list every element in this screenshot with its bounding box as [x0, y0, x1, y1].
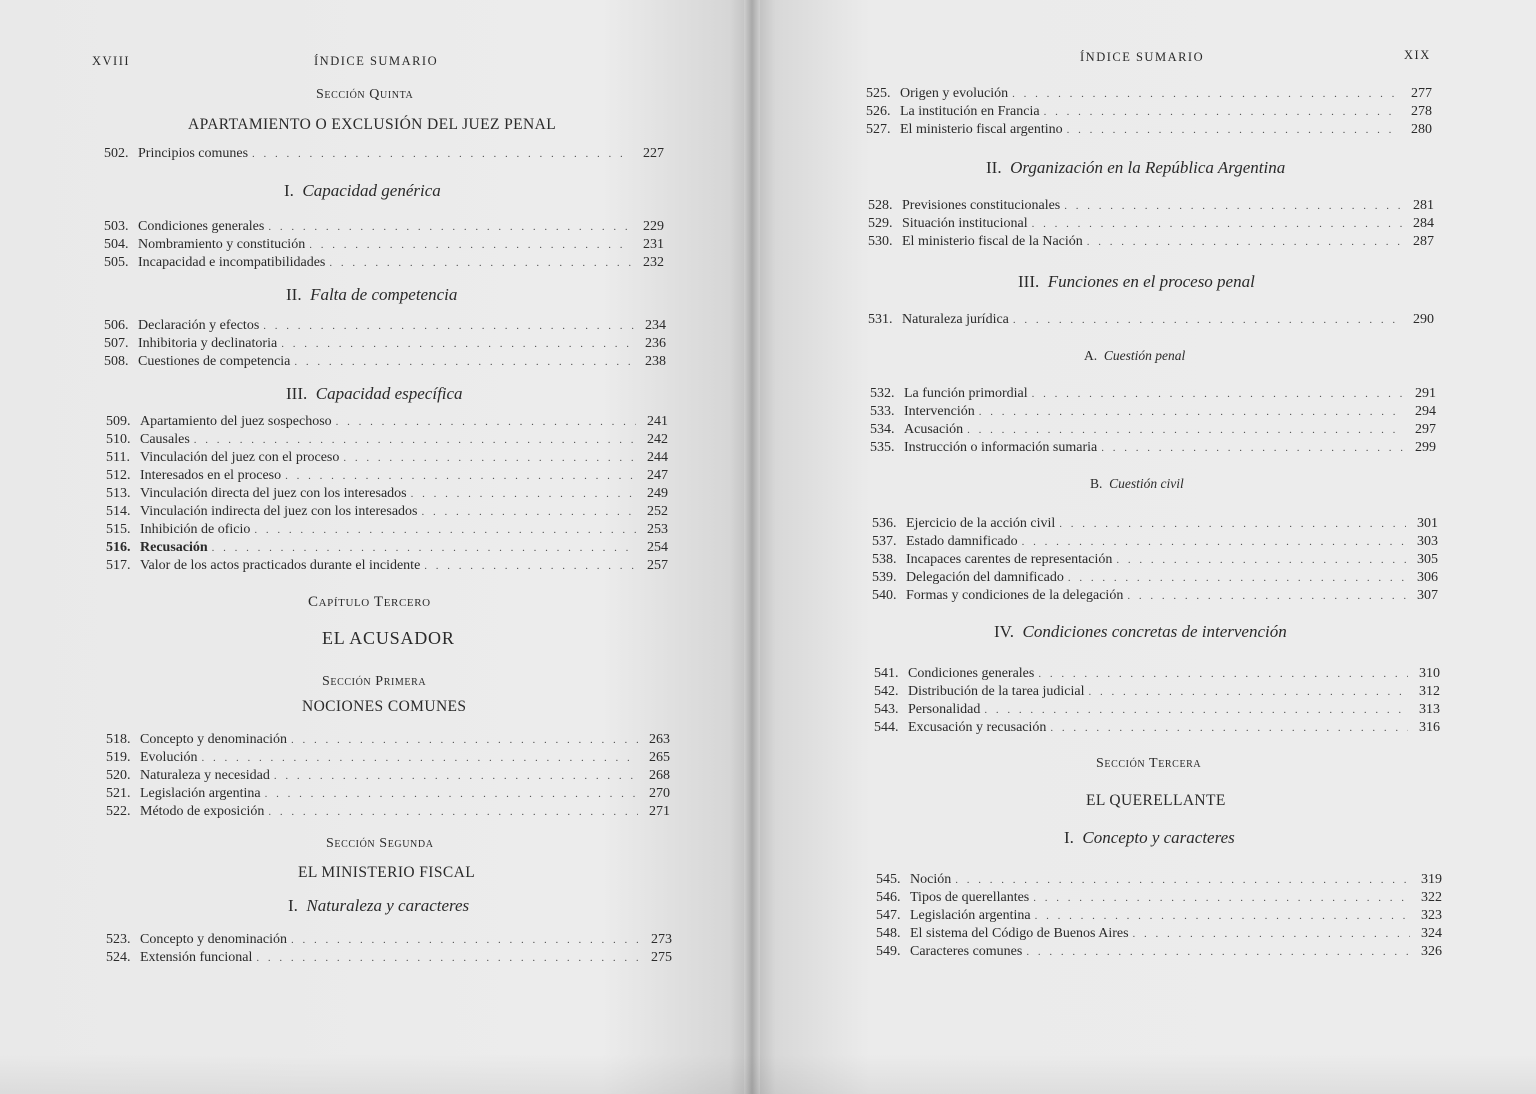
toc-entry: 529. Situación institucional . . . 284	[868, 216, 1434, 234]
toc-entry: 524. Extensión funcional . . . 275	[106, 950, 672, 968]
toc-entry: 523. Concepto y denominación . . . 273	[106, 932, 672, 950]
toc-entry: 503. Condiciones generales . . . 229	[104, 219, 664, 237]
toc-entry: 544. Excusación y recusación . . . 316	[874, 720, 1440, 738]
page-shadow	[0, 1054, 1536, 1094]
toc-entry: 540. Formas y condiciones de la delegación . . . 307	[872, 588, 1438, 606]
toc-entry: 537. Estado damnificado . . . 303	[872, 534, 1438, 552]
toc-entry: 511. Vinculación del juez con el proceso . . . 244	[106, 450, 668, 468]
toc-entry: 515. Inhibición de oficio . . . 253	[106, 522, 668, 540]
toc-entry: 502. Principios comunes . . . 227	[104, 146, 664, 164]
toc-entry: 506. Declaración y efectos . . . 234	[104, 318, 666, 336]
section-heading: Sección Segunda	[326, 836, 434, 851]
toc-entry: 508. Cuestiones de competencia . . . 238	[104, 354, 666, 372]
section-heading: Sección Quinta	[316, 87, 414, 102]
toc-entry: 548. El sistema del Código de Buenos Aires . . . 324	[876, 926, 1442, 944]
toc-entry: 519. Evolución . . . 265	[106, 750, 670, 768]
subsection-heading: IV. Condiciones concretas de intervención	[994, 622, 1287, 641]
toc-entry: 525. Origen y evolución . . . 277	[866, 86, 1432, 104]
toc-entry: 516. Recusación . . . 254	[106, 540, 668, 558]
section-title: EL QUERELLANTE	[1086, 792, 1226, 809]
toc-entry: 534. Acusación . . . 297	[870, 422, 1436, 440]
toc-entry: 538. Incapaces carentes de representación . . . 305	[872, 552, 1438, 570]
toc-entry: 532. La función primordial . . . 291	[870, 386, 1436, 404]
running-head: ÍNDICE SUMARIO	[314, 54, 439, 68]
toc-entry: 530. El ministerio fiscal de la Nación . . . 287	[868, 234, 1434, 252]
toc-entry: 522. Método de exposición . . . 271	[106, 804, 670, 822]
running-head: ÍNDICE SUMARIO	[1080, 50, 1205, 64]
page-number: XVIII	[92, 54, 131, 68]
subsection-heading: III. Funciones en el proceso penal	[1018, 272, 1255, 291]
subsection-heading: B. Cuestión civil	[1090, 476, 1184, 491]
toc-entry: 547. Legislación argentina . . . 323	[876, 908, 1442, 926]
section-heading: Sección Tercera	[1096, 756, 1202, 771]
toc-entry: 517. Valor de los actos practicados durante el incidente . . . 257	[106, 558, 668, 576]
toc-entry: 505. Incapacidad e incompatibilidades . . . 232	[104, 255, 664, 273]
toc-entry: 542. Distribución de la tarea judicial . . . 312	[874, 684, 1440, 702]
toc-entry: 541. Condiciones generales . . . 310	[874, 666, 1440, 684]
section-heading: Sección Primera	[322, 674, 427, 689]
subsection-heading: II. Falta de competencia	[286, 285, 458, 304]
toc-entry: 549. Caracteres comunes . . . 326	[876, 944, 1442, 962]
chapter-title: EL ACUSADOR	[322, 628, 455, 648]
toc-entry: 545. Noción . . . 319	[876, 872, 1442, 890]
book-gutter	[744, 0, 760, 1094]
toc-entry: 527. El ministerio fiscal argentino . . . 280	[866, 122, 1432, 140]
toc-entry: 514. Vinculación indirecta del juez con los interesados . . . 252	[106, 504, 668, 522]
toc-entry: 533. Intervención . . . 294	[870, 404, 1436, 422]
toc-entry: 518. Concepto y denominación . . . 263	[106, 732, 670, 750]
subsection-heading: II. Organización en la República Argentina	[986, 158, 1286, 177]
subsection-heading: I. Naturaleza y caracteres	[288, 896, 470, 915]
section-title: APARTAMIENTO O EXCLUSIÓN DEL JUEZ PENAL	[188, 116, 557, 133]
toc-entry: 528. Previsiones constitucionales . . . 281	[868, 198, 1434, 216]
toc-entry: 507. Inhibitoria y declinatoria . . . 236	[104, 336, 666, 354]
subsection-heading: I. Concepto y caracteres	[1064, 828, 1235, 847]
toc-entry: 512. Interesados en el proceso . . . 247	[106, 468, 668, 486]
toc-entry: 504. Nombramiento y constitución . . . 231	[104, 237, 664, 255]
toc-entry: 521. Legislación argentina . . . 270	[106, 786, 670, 804]
toc-entry: 520. Naturaleza y necesidad . . . 268	[106, 768, 670, 786]
chapter-heading: Capítulo Tercero	[308, 594, 431, 610]
subsection-heading: I. Capacidad genérica	[284, 181, 441, 200]
section-title: EL MINISTERIO FISCAL	[298, 864, 476, 881]
toc-entry: 546. Tipos de querellantes . . . 322	[876, 890, 1442, 908]
toc-entry: 526. La institución en Francia . . . 278	[866, 104, 1432, 122]
toc-entry: 509. Apartamiento del juez sospechoso . . . 241	[106, 414, 668, 432]
toc-entry: 513. Vinculación directa del juez con los interesados . . . 249	[106, 486, 668, 504]
subsection-heading: A. Cuestión penal	[1084, 348, 1186, 363]
page-number: XIX	[1404, 48, 1431, 62]
toc-entry: 536. Ejercicio de la acción civil . . . 301	[872, 516, 1438, 534]
toc-entry: 510. Causales . . . 242	[106, 432, 668, 450]
toc-entry: 531. Naturaleza jurídica . . . 290	[868, 312, 1434, 330]
toc-entry: 543. Personalidad . . . 313	[874, 702, 1440, 720]
section-title: NOCIONES COMUNES	[302, 698, 467, 715]
toc-entry: 539. Delegación del damnificado . . . 306	[872, 570, 1438, 588]
subsection-heading: III. Capacidad específica	[286, 384, 463, 403]
toc-entry: 535. Instrucción o información sumaria . . . 299	[870, 440, 1436, 458]
